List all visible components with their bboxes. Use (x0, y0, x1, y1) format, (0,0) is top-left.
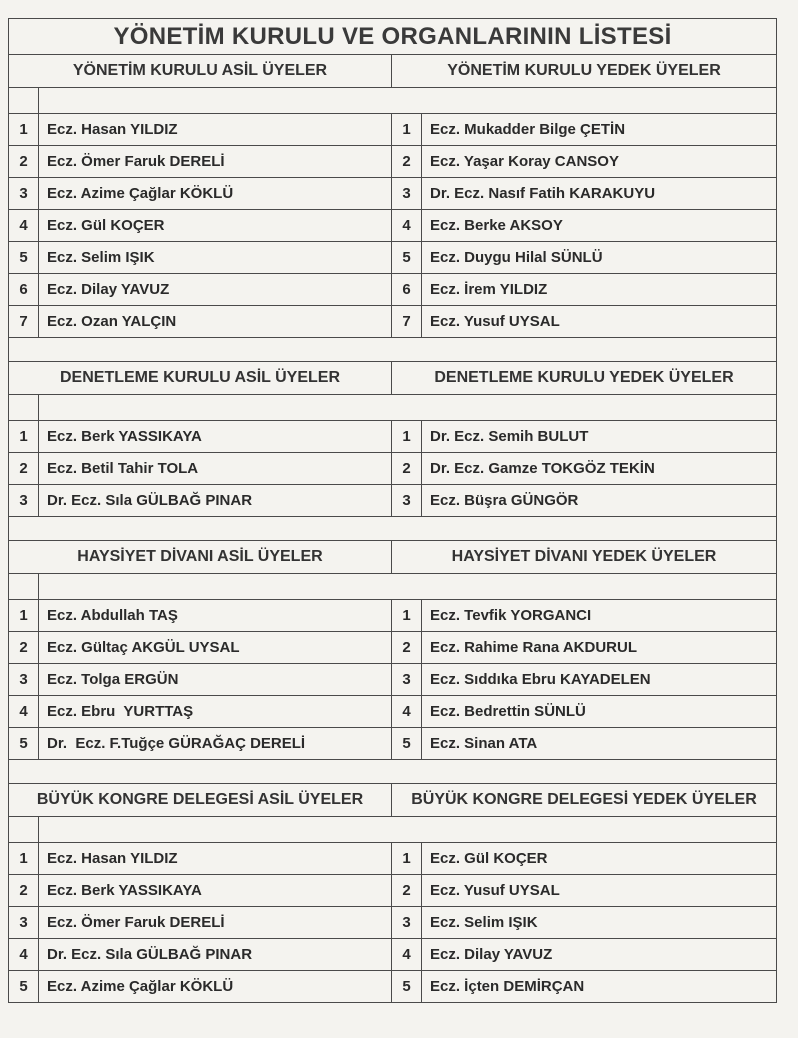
table-row (9, 664, 777, 696)
table-row (9, 600, 777, 632)
yedek-member-name: Ecz. Yaşar Koray CANSOY (422, 146, 777, 177)
sections-container (9, 55, 777, 1003)
table-row (9, 210, 777, 242)
empty-cell (39, 88, 777, 113)
yedek-member-name: Ecz. Dilay YAVUZ (422, 939, 777, 970)
yedek-member-name: Ecz. İrem YILDIZ (422, 274, 777, 305)
asil-row-number: 5 (9, 971, 39, 1002)
table-row (9, 114, 777, 146)
asil-member-name: Dr. Ecz. F.Tuğçe GÜRAĞAÇ DERELİ (39, 728, 392, 759)
asil-row-number: 4 (9, 696, 39, 727)
asil-row-number: 2 (9, 632, 39, 663)
section-gap-row (9, 338, 777, 362)
yedek-member-name: Dr. Ecz. Gamze TOKGÖZ TEKİN (422, 453, 777, 484)
yedek-row-number: 1 (392, 600, 422, 631)
yedek-row-number: 2 (392, 146, 422, 177)
empty-cell (9, 395, 39, 420)
section-gap-row (9, 517, 777, 541)
asil-row-number: 3 (9, 178, 39, 209)
empty-cell (39, 817, 777, 842)
asil-row-number: 5 (9, 242, 39, 273)
asil-row-number: 1 (9, 114, 39, 145)
yedek-row-number: 2 (392, 632, 422, 663)
empty-cell (9, 574, 39, 599)
asil-member-name: Ecz. Gül KOÇER (39, 210, 392, 241)
yedek-header: HAYSİYET DİVANI YEDEK ÜYELER (392, 541, 777, 573)
yedek-member-name: Ecz. Büşra GÜNGÖR (422, 485, 777, 516)
yedek-member-name: Ecz. Selim IŞIK (422, 907, 777, 938)
yedek-row-number: 3 (392, 664, 422, 695)
blank-row (9, 395, 777, 421)
table-row (9, 971, 777, 1003)
asil-header: BÜYÜK KONGRE DELEGESİ ASİL ÜYELER (9, 784, 392, 816)
yedek-member-name: Ecz. Gül KOÇER (422, 843, 777, 874)
asil-member-name: Ecz. Berk YASSIKAYA (39, 875, 392, 906)
asil-row-number: 3 (9, 907, 39, 938)
yedek-member-name: Ecz. Bedrettin SÜNLÜ (422, 696, 777, 727)
asil-member-name: Ecz. Hasan YILDIZ (39, 843, 392, 874)
yedek-row-number: 1 (392, 843, 422, 874)
asil-row-number: 3 (9, 664, 39, 695)
yedek-member-name: Ecz. Rahime Rana AKDURUL (422, 632, 777, 663)
yedek-row-number: 4 (392, 210, 422, 241)
asil-member-name: Ecz. Selim IŞIK (39, 242, 392, 273)
table-row (9, 939, 777, 971)
yedek-row-number: 4 (392, 939, 422, 970)
section-header-row (9, 362, 777, 395)
section-header-row (9, 541, 777, 574)
page-title: YÖNETİM KURULU VE ORGANLARININ LİSTESİ (9, 19, 777, 54)
table-row (9, 696, 777, 728)
empty-cell (9, 760, 777, 783)
yedek-header: YÖNETİM KURULU YEDEK ÜYELER (392, 55, 777, 87)
asil-row-number: 2 (9, 453, 39, 484)
asil-row-number: 6 (9, 274, 39, 305)
empty-cell (39, 574, 777, 599)
asil-member-name: Ecz. Azime Çağlar KÖKLÜ (39, 178, 392, 209)
table-row (9, 178, 777, 210)
asil-member-name: Ecz. Tolga ERGÜN (39, 664, 392, 695)
asil-row-number: 4 (9, 210, 39, 241)
asil-member-name: Ecz. Betil Tahir TOLA (39, 453, 392, 484)
table-row (9, 306, 777, 338)
yedek-member-name: Dr. Ecz. Semih BULUT (422, 421, 777, 452)
yedek-member-name: Ecz. Tevfik YORGANCI (422, 600, 777, 631)
yedek-member-name: Ecz. Duygu Hilal SÜNLÜ (422, 242, 777, 273)
yedek-row-number: 2 (392, 453, 422, 484)
asil-header: HAYSİYET DİVANI ASİL ÜYELER (9, 541, 392, 573)
yedek-member-name: Ecz. Mukadder Bilge ÇETİN (422, 114, 777, 145)
asil-row-number: 2 (9, 875, 39, 906)
yedek-member-name: Ecz. Yusuf UYSAL (422, 306, 777, 337)
yedek-row-number: 5 (392, 728, 422, 759)
table-row (9, 274, 777, 306)
asil-row-number: 5 (9, 728, 39, 759)
table-row (9, 453, 777, 485)
yedek-row-number: 6 (392, 274, 422, 305)
asil-member-name: Ecz. Berk YASSIKAYA (39, 421, 392, 452)
yedek-row-number: 7 (392, 306, 422, 337)
table-row (9, 632, 777, 664)
members-table (8, 18, 777, 1003)
asil-row-number: 2 (9, 146, 39, 177)
table-row (9, 843, 777, 875)
empty-cell (9, 338, 777, 361)
yedek-member-name: Dr. Ecz. Nasıf Fatih KARAKUYU (422, 178, 777, 209)
yedek-row-number: 1 (392, 421, 422, 452)
yedek-header: BÜYÜK KONGRE DELEGESİ YEDEK ÜYELER (392, 784, 777, 816)
asil-member-name: Ecz. Azime Çağlar KÖKLÜ (39, 971, 392, 1002)
asil-header: YÖNETİM KURULU ASİL ÜYELER (9, 55, 392, 87)
section-gap-row (9, 760, 777, 784)
yedek-row-number: 4 (392, 696, 422, 727)
table-row (9, 242, 777, 274)
table-row (9, 875, 777, 907)
asil-member-name: Ecz. Ozan YALÇIN (39, 306, 392, 337)
asil-row-number: 7 (9, 306, 39, 337)
asil-row-number: 1 (9, 843, 39, 874)
empty-cell (9, 517, 777, 540)
table-row (9, 421, 777, 453)
table-row (9, 907, 777, 939)
asil-member-name: Ecz. Abdullah TAŞ (39, 600, 392, 631)
yedek-member-name: Ecz. Sıddıka Ebru KAYADELEN (422, 664, 777, 695)
table-row (9, 485, 777, 517)
yedek-member-name: Ecz. Berke AKSOY (422, 210, 777, 241)
asil-row-number: 4 (9, 939, 39, 970)
asil-member-name: Ecz. Dilay YAVUZ (39, 274, 392, 305)
section-header-row (9, 55, 777, 88)
asil-header: DENETLEME KURULU ASİL ÜYELER (9, 362, 392, 394)
asil-member-name: Ecz. Ebru YURTTAŞ (39, 696, 392, 727)
asil-row-number: 3 (9, 485, 39, 516)
yedek-member-name: Ecz. Yusuf UYSAL (422, 875, 777, 906)
blank-row (9, 574, 777, 600)
asil-member-name: Dr. Ecz. Sıla GÜLBAĞ PINAR (39, 485, 392, 516)
blank-row (9, 817, 777, 843)
asil-member-name: Ecz. Ömer Faruk DERELİ (39, 907, 392, 938)
empty-cell (39, 395, 777, 420)
empty-cell (9, 817, 39, 842)
yedek-member-name: Ecz. Sinan ATA (422, 728, 777, 759)
yedek-row-number: 1 (392, 114, 422, 145)
yedek-member-name: Ecz. İçten DEMİRÇAN (422, 971, 777, 1002)
title-row (9, 19, 777, 55)
asil-member-name: Dr. Ecz. Sıla GÜLBAĞ PINAR (39, 939, 392, 970)
yedek-header: DENETLEME KURULU YEDEK ÜYELER (392, 362, 777, 394)
yedek-row-number: 3 (392, 485, 422, 516)
yedek-row-number: 2 (392, 875, 422, 906)
asil-member-name: Ecz. Gültaç AKGÜL UYSAL (39, 632, 392, 663)
asil-row-number: 1 (9, 600, 39, 631)
asil-member-name: Ecz. Ömer Faruk DERELİ (39, 146, 392, 177)
empty-cell (9, 88, 39, 113)
table-row (9, 146, 777, 178)
yedek-row-number: 3 (392, 907, 422, 938)
section-header-row (9, 784, 777, 817)
asil-row-number: 1 (9, 421, 39, 452)
table-row (9, 728, 777, 760)
blank-row (9, 88, 777, 114)
yedek-row-number: 5 (392, 971, 422, 1002)
yedek-row-number: 5 (392, 242, 422, 273)
asil-member-name: Ecz. Hasan YILDIZ (39, 114, 392, 145)
yedek-row-number: 3 (392, 178, 422, 209)
